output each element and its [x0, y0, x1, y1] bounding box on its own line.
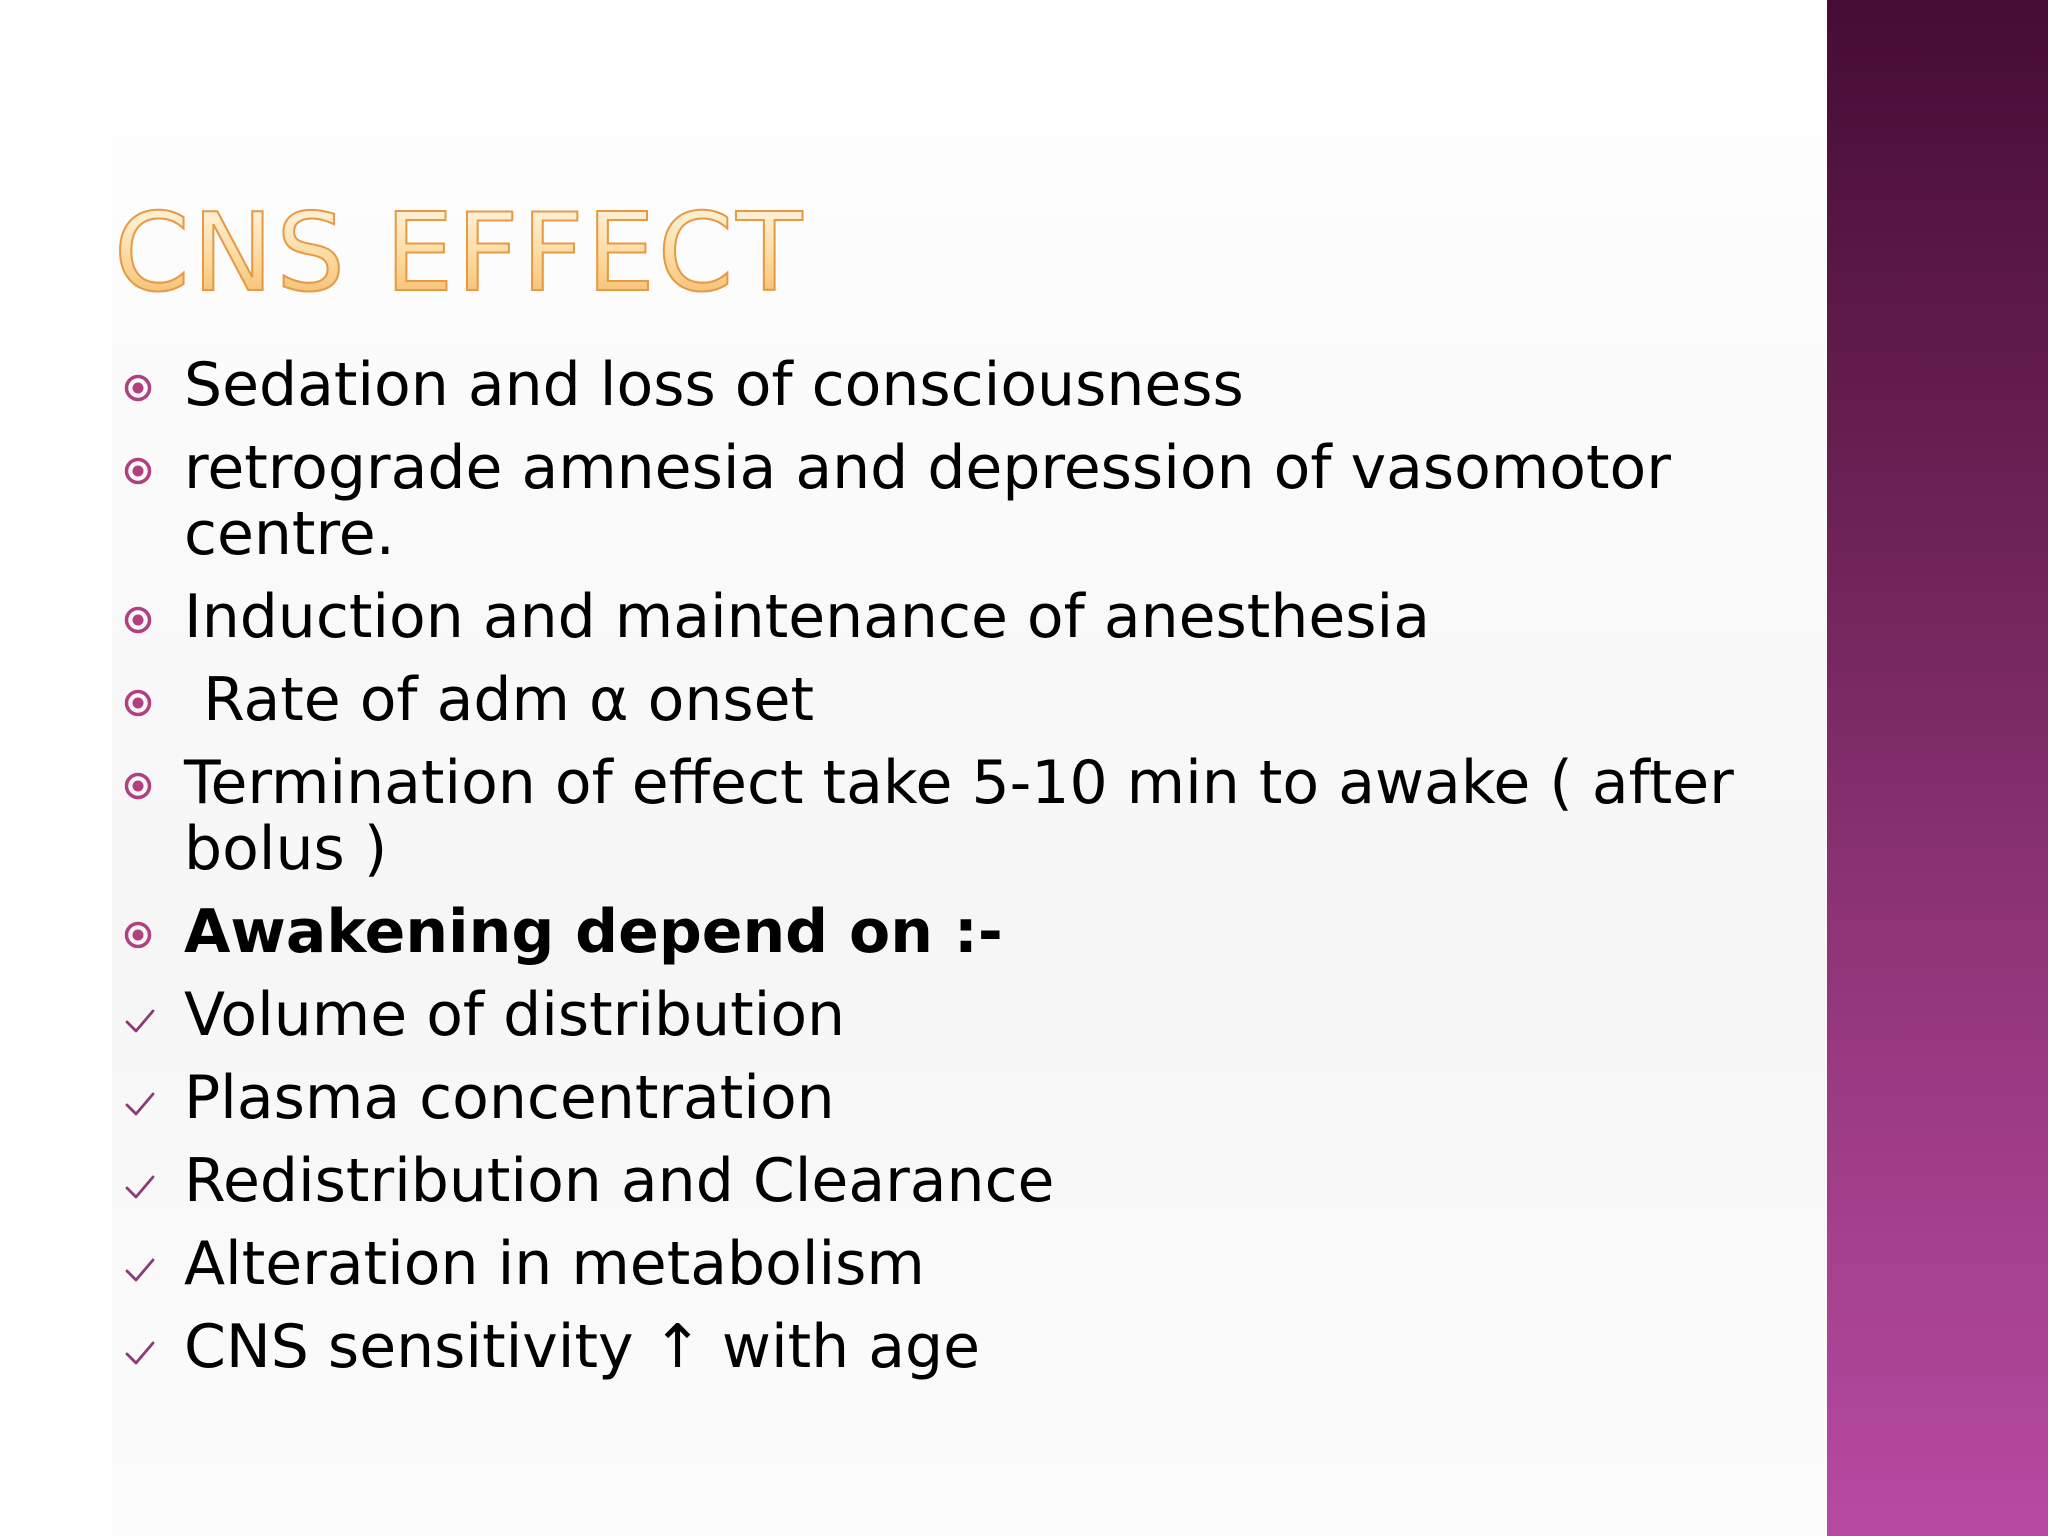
check-item — [120, 1231, 1740, 1297]
check-text: Volume of distribution — [184, 980, 846, 1050]
check-text: Redistribution and Clearance — [184, 1146, 1055, 1216]
bullet-text: Induction and maintenance of anesthesia — [184, 582, 1430, 652]
checkmark-icon — [124, 1006, 156, 1036]
slide-title: CNS EFFECT — [114, 191, 806, 316]
check-item — [120, 982, 1740, 1048]
bullet-text: Awakening depend on :- — [184, 897, 1003, 967]
decorative-side-band — [1827, 0, 2048, 1536]
bullet-text: Sedation and loss of consciousness — [184, 350, 1244, 420]
checkmark-icon — [124, 1172, 156, 1202]
radio-bullet-icon — [124, 374, 152, 402]
radio-bullet-icon — [124, 606, 152, 634]
check-item — [120, 1314, 1740, 1380]
radio-bullet-icon — [124, 772, 152, 800]
radio-bullet-icon — [124, 689, 152, 717]
check-item — [120, 1148, 1740, 1214]
checkmark-icon — [124, 1255, 156, 1285]
checkmark-icon — [124, 1338, 156, 1368]
bullet-item — [120, 352, 1740, 418]
bullet-item — [120, 899, 1740, 965]
check-item — [120, 1065, 1740, 1131]
bullet-text: retrograde amnesia and depression of vasomotor centre. — [184, 433, 1671, 569]
bullet-item — [120, 667, 1740, 733]
checkmark-icon — [124, 1089, 156, 1119]
bullet-item — [120, 435, 1740, 567]
check-text: Plasma concentration — [184, 1063, 835, 1133]
bullet-item — [120, 750, 1740, 882]
bullet-list — [120, 352, 1740, 1397]
radio-bullet-icon — [124, 921, 152, 949]
check-text: Alteration in metabolism — [184, 1229, 925, 1299]
bullet-item — [120, 584, 1740, 650]
radio-bullet-icon — [124, 457, 152, 485]
check-text: CNS sensitivity ↑ with age — [184, 1312, 981, 1382]
bullet-text: Termination of effect take 5-10 min to awake ( after bolus ) — [184, 748, 1734, 884]
bullet-text: Rate of adm α onset — [184, 665, 815, 735]
